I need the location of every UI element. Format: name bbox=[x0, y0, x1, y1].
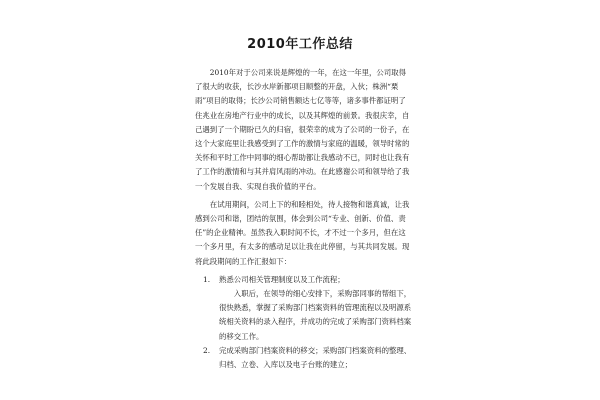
list-item-text: 入职后，在领导的细心安排下，采购部同事的帮组下，很快熟悉，掌握了采购部门档案资料的管理流程以及明源系统相关资料的录入程序，并成功的完成了采购部门资料档案的移交工作。 bbox=[219, 289, 412, 341]
paragraph: 在试用期间，公司上下的和睦相处，待人接物和谐真诚，让我感到公司和谐，团结的氛围，体会到公司“专业、创新、价值、责任”的企业精神。虽然我入职时间不长，才不过一个多月，但在这一个多月里，有太多的感动足以让我在此停留，与其共同发展。现将此段期间的工作汇报如下： bbox=[195, 199, 410, 266]
list-item bbox=[195, 344, 413, 372]
list-item-heading: 完成采购部门档案资料的移交；采购部门档案资料的整理、归档、立卷、入库以及电子台账的建立； bbox=[219, 345, 412, 370]
list-item bbox=[195, 273, 413, 287]
document-title: 2010年工作总结 bbox=[247, 37, 353, 52]
list-number: 2. bbox=[203, 345, 211, 355]
list-item-heading: 熟悉公司相关管理制度以及工作流程； bbox=[219, 274, 345, 284]
list-number: 1. bbox=[203, 274, 211, 284]
document-body bbox=[195, 66, 413, 372]
work-list bbox=[195, 273, 413, 372]
paragraph: 2010年对于公司来说是辉煌的一年，在这一年里，公司取得了很大的收获，长沙水岸新都项目顺整的开盘，入伙；株洲“栗雨”项目的取得；长沙公司销售额达七亿等等，诸多事件都证明了住兆业在房地产行业中的成长，以及其辉煌的前景。我很庆幸，自己遇到了一个期盼已久的归宿，很荣幸的成为了公司的一份子，在这个大家庭里让我感受到了工作的激情与家庭的温暖，领导时常的关怀和平时工作中同事的细心帮助都让我感动不已，同时也让我有了工作的激情和与其并肩风雨的冲动。在此感谢公司和领导给了我一个发展自我、实现自我价值的平台。 bbox=[195, 68, 410, 191]
